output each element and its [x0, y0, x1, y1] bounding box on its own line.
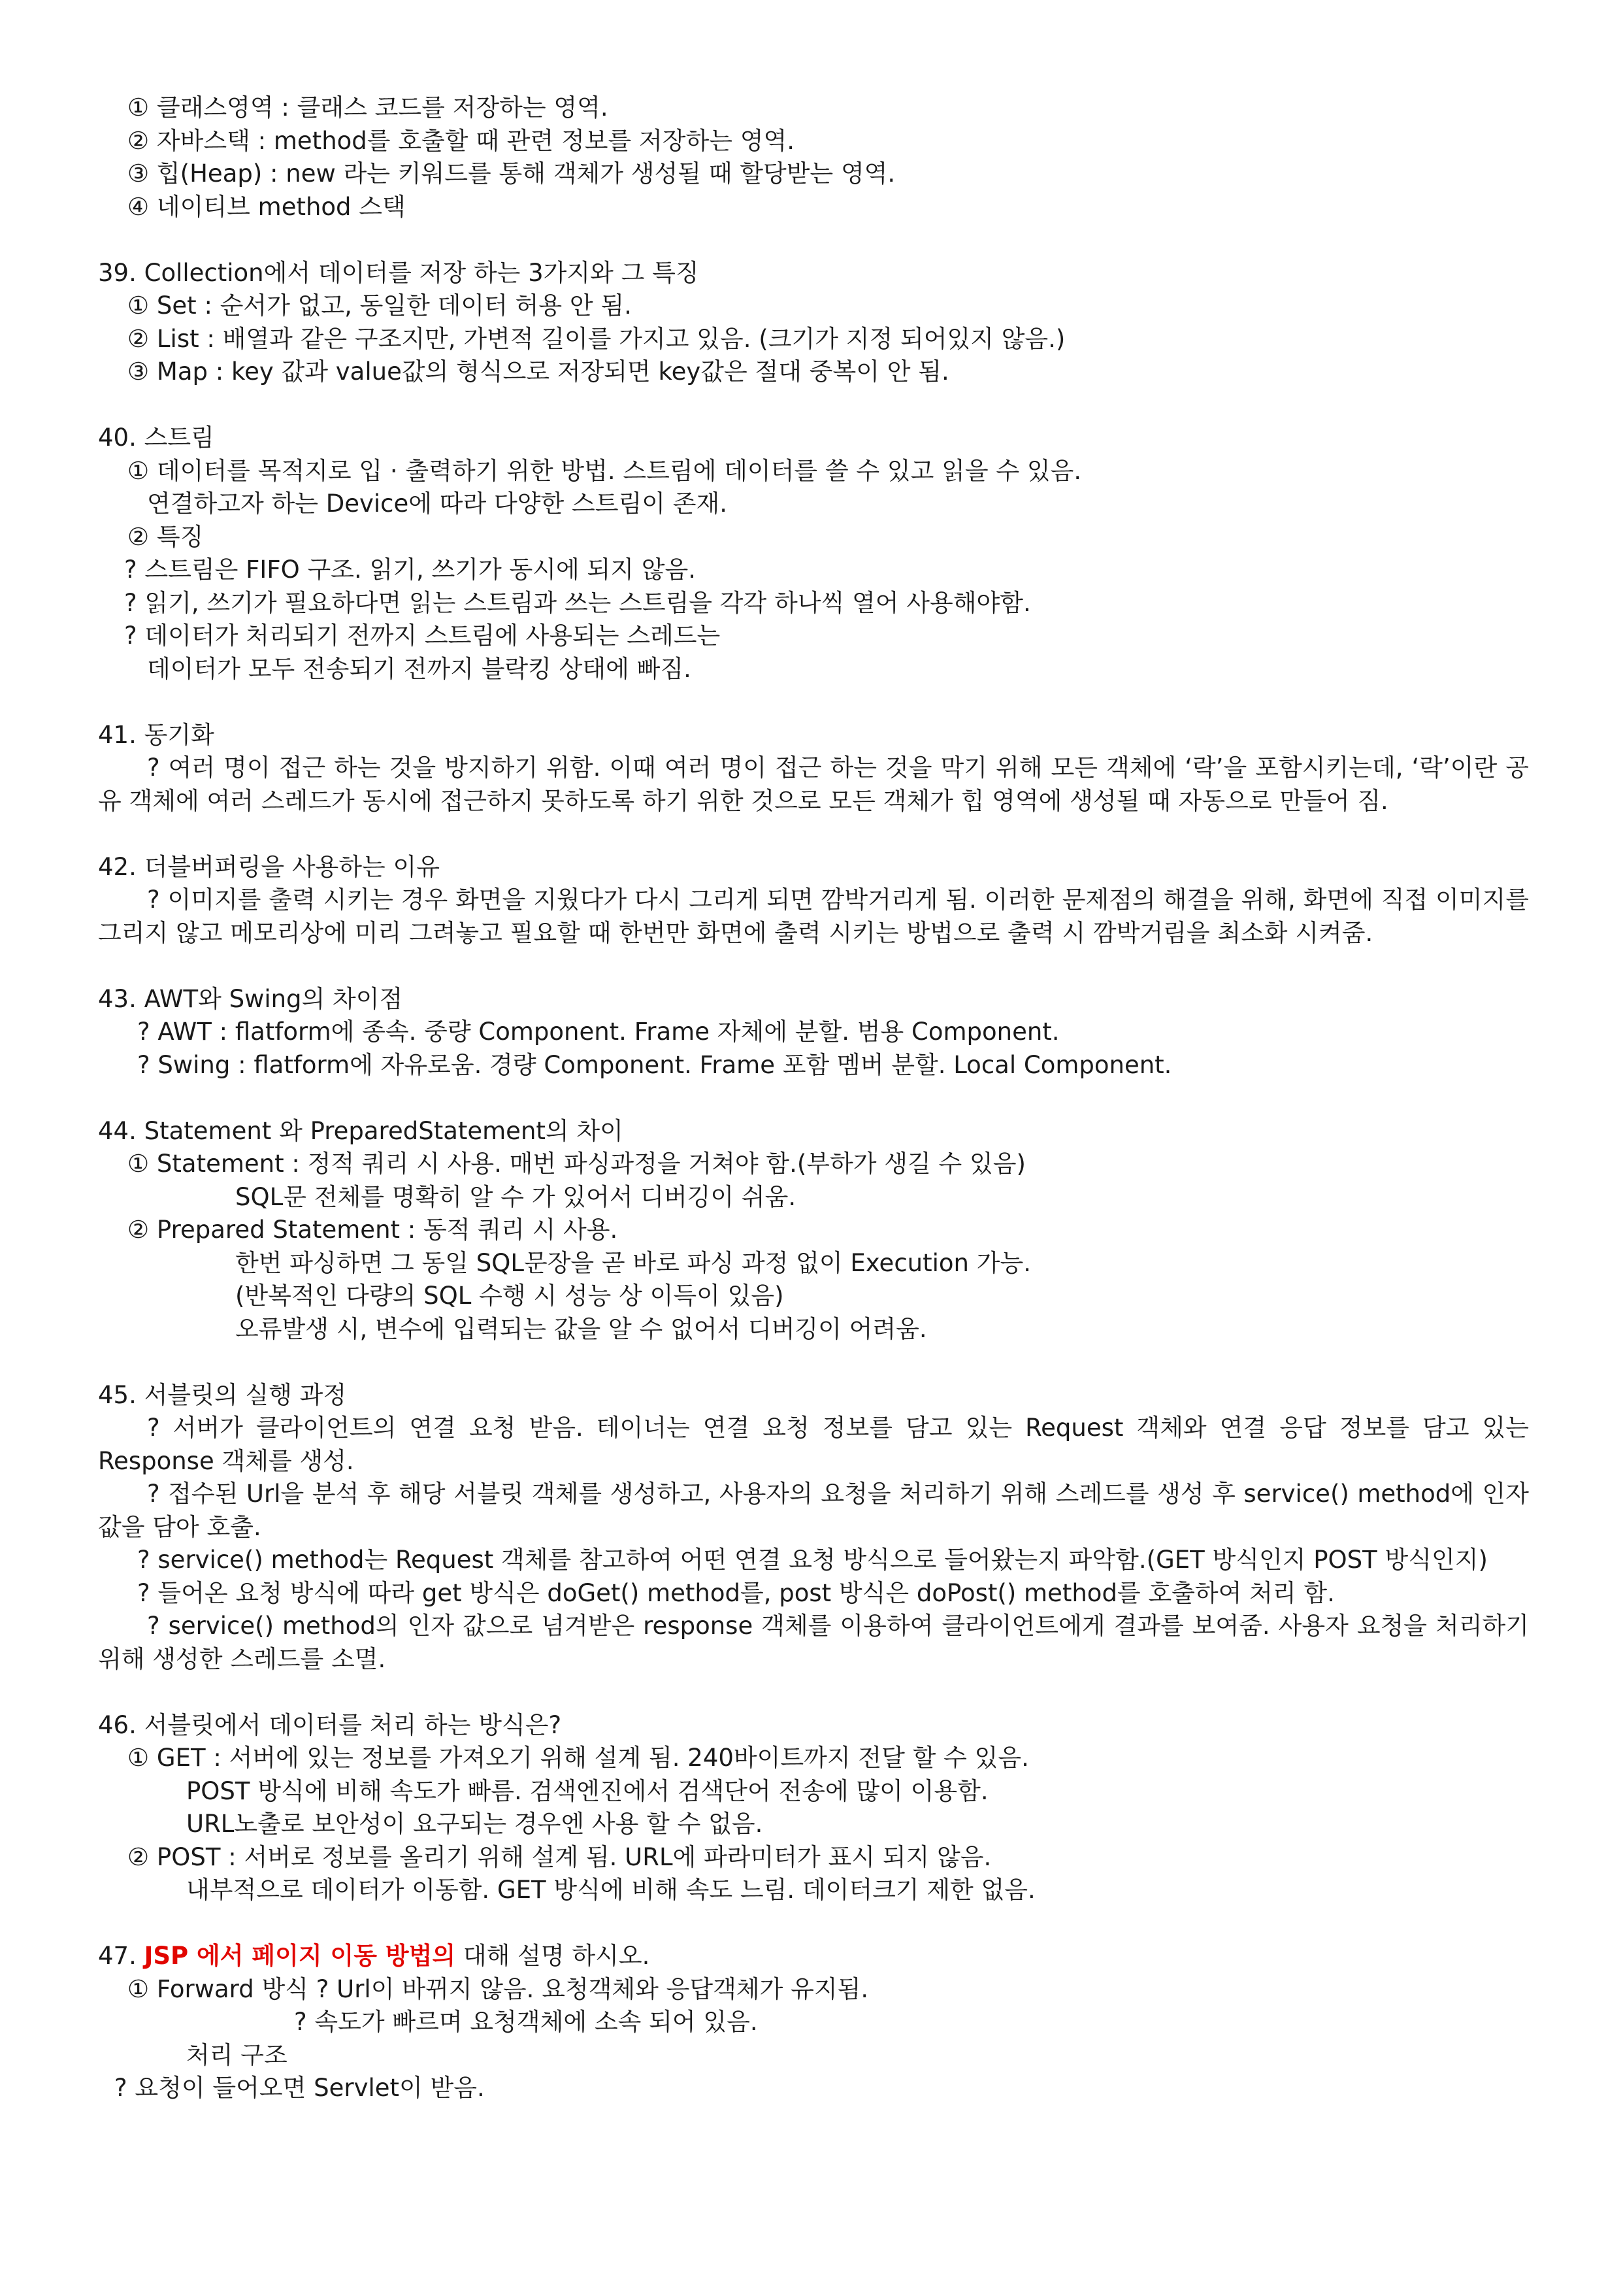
statement-description-cont: SQL문 전체를 명확히 알 수 가 있어서 디버깅이 쉬움.: [235, 1182, 796, 1211]
stream-definition-cont: 연결하고자 하는 Device에 따라 다양한 스트림이 존재.: [147, 490, 727, 518]
prepared-statement-description: ② Prepared Statement : 동적 쿼리 시 사용.: [127, 1216, 618, 1244]
get-method-line-3: URL노출로 보안성이 요구되는 경우엔 사용 할 수 없음.: [186, 1810, 763, 1838]
stream-feature-thread: ? 데이터가 처리되기 전까지 스트림에 사용되는 스레드는: [124, 622, 721, 650]
section-39-title: 39. Collection에서 데이터를 저장 하는 3가지와 그 특징: [98, 258, 699, 287]
processing-structure-label: 처리 구조: [186, 2040, 287, 2069]
section-46-title: 46. 서블릿에서 데이터를 처리 하는 방식은?: [98, 1710, 562, 1739]
stream-feature-thread-cont: 데이터가 모두 전송되기 전까지 블락킹 상태에 빠짐.: [147, 654, 691, 683]
section-41-title: 41. 동기화: [98, 720, 214, 749]
section-43-title: 43. AWT와 Swing의 차이점: [98, 984, 403, 1013]
forward-method-description: ① Forward 방식 ? Url이 바뀌지 않음. 요청객체와 응답객체가 유지됨.: [127, 1974, 869, 2003]
memory-area-class: ① 클래스영역 : 클래스 코드를 저장하는 영역.: [127, 93, 608, 122]
swing-description: ? Swing : flatform에 자유로움. 경량 Component. Frame 포함 멤버 분할. Local Component.: [137, 1050, 1172, 1079]
collection-set: ① Set : 순서가 없고, 동일한 데이터 허용 안 됨.: [127, 291, 632, 320]
stream-features-heading: ② 특징: [127, 522, 204, 551]
servlet-step-3: ? service() method는 Request 객체를 참고하여 어떤 연결 요청 방식으로 들어왔는지 파악함.(GET 방식인지 POST 방식인지): [137, 1546, 1488, 1574]
servlet-step-4: ? 들어온 요청 방식에 따라 get 방식은 doGet() method를, post 방식은 doPost() method를 호출하여 처리 함.: [137, 1578, 1335, 1607]
prepared-statement-line-3: (반복적인 다량의 SQL 수행 시 성능 상 이득이 있음): [235, 1282, 784, 1310]
section-47-number: 47.: [98, 1942, 144, 1970]
statement-description: ① Statement : 정적 쿼리 시 사용. 매번 파싱과정을 거쳐야 함.(부하가 생길 수 있음): [127, 1150, 1026, 1178]
post-method-line-2: 내부적으로 데이터가 이동함. GET 방식에 비해 속도 느림. 데이터크기 제한 없음.: [186, 1876, 1036, 1904]
section-47-rest: 대해 설명 하시오.: [455, 1942, 650, 1970]
document-body: [98, 92, 1529, 2105]
forward-method-line-2: ? 속도가 빠르며 요청객체에 소속 되어 있음.: [294, 2008, 758, 2036]
servlet-step-5: ? service() method의 인자 값으로 넘겨받은 response 객체를 이용하여 클라이언트에게 결과를 보여줌. 사용자 요청을 처리하기 위해 생성한 스레드를 소멸.: [98, 1612, 1529, 1673]
prepared-statement-line-2: 한번 파싱하면 그 동일 SQL문장을 곧 바로 파싱 과정 없이 Execution 가능.: [235, 1248, 1031, 1277]
section-40-title: 40. 스트림: [98, 424, 214, 452]
collection-map: ③ Map : key 값과 value값의 형식으로 저장되면 key값은 절대 중복이 안 됨.: [127, 358, 949, 386]
servlet-step-1: ? 서버가 클라이언트의 연결 요청 받음. 테이너는 연결 요청 정보를 담고 있는 Request 객체와 연결 응답 정보를 담고 있는 Response 객체를 생성.: [98, 1414, 1529, 1475]
collection-list: ② List : 배열과 같은 구조지만, 가변적 길이를 가지고 있음. (크기가 지정 되어있지 않음.): [127, 324, 1066, 353]
get-method-description: ① GET : 서버에 있는 정보를 가져오기 위해 설계 됨. 240바이트까지 전달 할 수 있음.: [127, 1744, 1029, 1772]
prepared-statement-line-4: 오류발생 시, 변수에 입력되는 값을 알 수 없어서 디버깅이 어려움.: [235, 1314, 927, 1343]
section-44-title: 44. Statement 와 PreparedStatement의 차이: [98, 1116, 623, 1145]
memory-area-native: ④ 네이티브 method 스택: [127, 192, 406, 221]
servlet-step-2: ? 접수된 Url을 분석 후 해당 서블릿 객체를 생성하고, 사용자의 요청을 처리하기 위해 스레드를 생성 후 service() method에 인자 값을 담아 호출.: [98, 1480, 1529, 1541]
awt-description: ? AWT : flatform에 종속. 중량 Component. Frame 자체에 분할. 범용 Component.: [137, 1018, 1060, 1046]
section-42-title: 42. 더블버퍼링을 사용하는 이유: [98, 852, 440, 881]
stream-feature-rw: ? 읽기, 쓰기가 필요하다면 읽는 스트림과 쓰는 스트림을 각각 하나씩 열어 사용해야함.: [124, 588, 1031, 617]
stream-definition: ① 데이터를 목적지로 입 · 출력하기 위한 방법. 스트림에 데이터를 쓸 수 있고 읽을 수 있음.: [127, 456, 1082, 485]
post-method-description: ② POST : 서버로 정보를 올리기 위해 설계 됨. URL에 파라미터가 표시 되지 않음.: [127, 1842, 992, 1871]
section-45-title: 45. 서블릿의 실행 과정: [98, 1380, 347, 1409]
stream-feature-fifo: ? 스트림은 FIFO 구조. 읽기, 쓰기가 동시에 되지 않음.: [124, 556, 696, 584]
processing-structure-step-1: ? 요청이 들어오면 Servlet이 받음.: [114, 2074, 485, 2102]
section-47-highlight: JSP 에서 페이지 이동 방법의: [144, 1942, 456, 1970]
memory-area-heap: ③ 힙(Heap) : new 라는 키워드를 통해 객체가 생성될 때 할당받는 영역.: [127, 159, 896, 188]
section-41-paragraph: ? 여러 명이 접근 하는 것을 방지하기 위함. 이때 여러 명이 접근 하는 것을 막기 위해 모든 객체에 ‘락’을 포함시키는데, ‘락’이란 공유 객체에 여러 스레드가 동시에 접근하지 못하도록 하기 위한 것으로 모든 객체가 힙 영역에 생성될 때 자동으로 만들어 짐.: [98, 754, 1529, 815]
section-47-title: [98, 1940, 1529, 1973]
memory-area-stack: ② 자바스택 : method를 호출할 때 관련 정보를 저장하는 영역.: [127, 126, 795, 155]
section-42-paragraph: ? 이미지를 출력 시키는 경우 화면을 지웠다가 다시 그리게 되면 깜박거리게 됨. 이러한 문제점의 해결을 위해, 화면에 직접 이미지를 그리지 않고 메모리상에 미리 그려놓고 필요할 때 한번만 화면에 출력 시키는 방법으로 출력 시 깜박거림을 최소화 시켜줌.: [98, 886, 1529, 947]
get-method-line-2: POST 방식에 비해 속도가 빠름. 검색엔진에서 검색단어 전송에 많이 이용함.: [186, 1776, 989, 1805]
